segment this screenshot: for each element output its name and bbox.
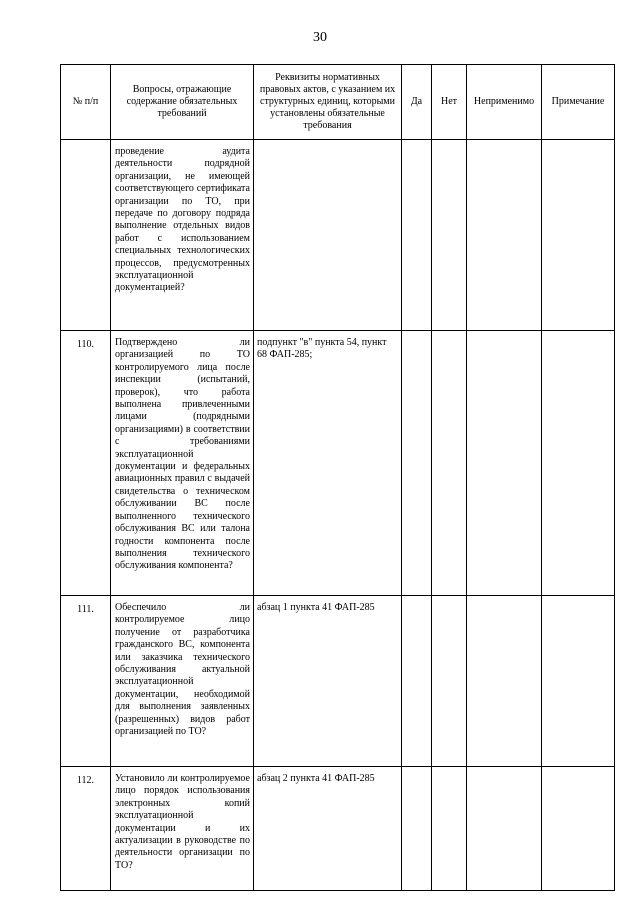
- row-question: [111, 596, 254, 767]
- cell-note: [542, 767, 615, 891]
- row-reference: [254, 140, 402, 331]
- requirements-table: [60, 64, 615, 891]
- cell-note: [542, 596, 615, 767]
- cell-no: [432, 596, 467, 767]
- header-question: Вопросы, отражающие содержание обязательных требований: [111, 65, 254, 140]
- row-number: 110.: [61, 331, 111, 596]
- row-question: [111, 767, 254, 891]
- cell-yes: [402, 767, 432, 891]
- question-text: Обеспечило ли контролируемое лицо получение от разработчика гражданского ВС, компонента или заказчика технического обслуживания актуальной эксплуатационной документации, необходимой для выполнения заявленных (разрешенных) видов работ организацией по ТО?: [115, 602, 250, 738]
- row-question: [111, 331, 254, 596]
- header-note: Примечание: [542, 65, 615, 140]
- question-text: проведение аудита деятельности подрядной организации, не имеющей соответствующего сертификата организации по ТО, при передаче по договору подряда выполнение отдельных видов работ с использованием специальных технологических процессов, предусмотренных эксплуатационной документацией?: [115, 146, 250, 294]
- table-header-row: [61, 65, 615, 140]
- question-text: Подтверждено ли организацией по ТО контролируемого лица после инспекции (испытаний, проверок), что работа выполнена привлеченными лицами (подрядными организациями) в соответствии с требованиями эксплуатационной документации и федеральных авиационных правил с выдачей свидетельства о техническом обслуживании ВС после выполненного технического обслуживания ВС или талона годности компонента после выполнения технического обслуживания компонента?: [115, 337, 250, 572]
- table-row: [61, 331, 615, 596]
- page-number: 30: [313, 30, 327, 45]
- cell-yes: [402, 596, 432, 767]
- cell-not-applicable: [467, 596, 542, 767]
- row-number: 112.: [61, 767, 111, 891]
- row-question: [111, 140, 254, 331]
- cell-not-applicable: [467, 140, 542, 331]
- row-number: [61, 140, 111, 331]
- header-num: № п/п: [61, 65, 111, 140]
- row-reference: абзац 1 пункта 41 ФАП-285: [254, 596, 402, 767]
- cell-no: [432, 140, 467, 331]
- header-no: Нет: [432, 65, 467, 140]
- row-number: 111.: [61, 596, 111, 767]
- cell-yes: [402, 140, 432, 331]
- row-reference: подпункт "в" пункта 54, пункт 68 ФАП-285;: [254, 331, 402, 596]
- cell-no: [432, 331, 467, 596]
- cell-not-applicable: [467, 331, 542, 596]
- header-reference: Реквизиты нормативных правовых актов, с указанием их структурных единиц, которыми установлены обязательные требования: [254, 65, 402, 140]
- cell-yes: [402, 331, 432, 596]
- header-yes: Да: [402, 65, 432, 140]
- cell-no: [432, 767, 467, 891]
- row-reference: абзац 2 пункта 41 ФАП-285: [254, 767, 402, 891]
- table-row: [61, 767, 615, 891]
- table-row: [61, 596, 615, 767]
- table-row: [61, 140, 615, 331]
- header-not-applicable: Неприменимо: [467, 65, 542, 140]
- cell-note: [542, 140, 615, 331]
- question-text: Установило ли контролируемое лицо порядок использования электронных копий эксплуатационной документации и их актуализации в руководстве по деятельности организации по ТО?: [115, 773, 250, 871]
- cell-note: [542, 331, 615, 596]
- cell-not-applicable: [467, 767, 542, 891]
